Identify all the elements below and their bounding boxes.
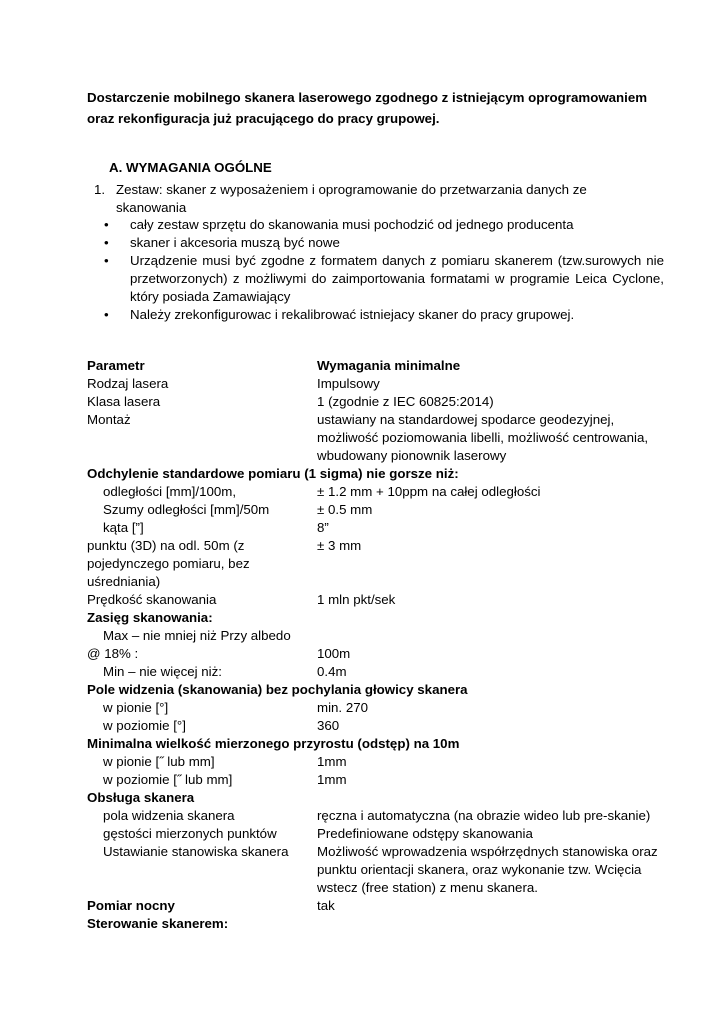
- table-header: [87, 357, 687, 375]
- table-row: odległości [mm]/100m, ± 1.2 mm + 10ppm na całej odległości: [103, 484, 541, 499]
- header-param: Parametr: [87, 358, 145, 373]
- table-row: punktu (3D) na odl. 50m (z pojedynczego pomiaru, bez uśredniania)± 3 mm: [87, 538, 362, 589]
- title-line-1: Dostarczenie mobilnego skanera laserowego zgodnego z istniejącym oprogramowaniem: [87, 90, 648, 105]
- table-row: Prędkość skanowania 1 mln pkt/sek: [87, 592, 396, 607]
- section-row-deviation: Odchylenie standardowe pomiaru (1 sigma) nie gorsze niż:: [87, 466, 459, 481]
- bullet-dot-icon: •: [104, 217, 109, 232]
- section-a-heading: A. WYMAGANIA OGÓLNE: [109, 160, 272, 175]
- table-row: kąta [”] 8”: [103, 520, 329, 535]
- table-row: Rodzaj lasera Impulsowy: [87, 376, 380, 391]
- table-row: Montaż ustawiany na standardowej spodarce geodezyjnej, możliwość poziomowania libelli, możliwość centrowania, wbudowany pionownik laserowy: [87, 412, 649, 463]
- table-row: gęstości mierzonych punktów Predefiniowane odstępy skanowania: [103, 826, 533, 841]
- table-row: Max – nie mniej niż Przy albedo @ 18% : 100m: [87, 628, 351, 661]
- table-row: w pionie [˝ lub mm] 1mm: [103, 754, 347, 769]
- section-row-operation: Obsługa skanera: [87, 790, 195, 805]
- table-row: Szumy odległości [mm]/50m ± 0.5 mm: [103, 502, 373, 517]
- bullet-item: • skaner i akcesoria muszą być nowe: [104, 235, 340, 250]
- requirements-bullet-list: [104, 216, 664, 324]
- spec-table: [87, 357, 687, 933]
- header-requirement: Wymagania minimalne: [317, 358, 461, 373]
- table-row: w poziomie [˝ lub mm] 1mm: [103, 772, 347, 787]
- bullet-item: • Urządzenie musi być zgodne z formatem danych z pomiaru skanerem (tzw.surowych nie przetworzonych) z możliwymi do zaimportowania formatami w programie Leica Cyclone, który posiada Zamawiający: [104, 253, 664, 304]
- section-row-increment: Minimalna wielkość mierzonego przyrostu (odstęp) na 10m: [87, 736, 460, 751]
- bullet-item: • cały zestaw sprzętu do skanowania musi pochodzić od jednego producenta: [104, 217, 574, 232]
- table-row: Min – nie więcej niż: 0.4m: [103, 664, 347, 679]
- item-text: Zestaw: skaner z wyposażeniem i oprogramowanie do przetwarzania danych ze skanowania: [116, 182, 587, 215]
- section-row-control: Sterowanie skanerem:: [87, 916, 229, 931]
- table-row: Pomiar nocny tak: [87, 898, 335, 913]
- table-row: Ustawianie stanowiska skanera Możliwość wprowadzenia współrzędnych stanowiska oraz punktu orientacji skanera, oraz wykonanie tzw. Wcięcia wstecz (free station) z menu skanera.: [103, 844, 658, 895]
- table-row: w pionie [°] min. 270: [103, 700, 368, 715]
- bullet-dot-icon: •: [104, 307, 109, 322]
- table-row: Klasa lasera 1 (zgodnie z IEC 60825:2014): [87, 394, 494, 409]
- bullet-dot-icon: •: [104, 253, 109, 268]
- title-line-2: oraz rekonfiguracja już pracującego do pracy grupowej.: [87, 111, 440, 126]
- bullet-dot-icon: •: [104, 235, 109, 250]
- section-row-range: Zasięg skanowania:: [87, 610, 213, 625]
- document-title: [87, 87, 687, 129]
- bullet-item: • Należy zrekonfigurowac i rekalibrować istniejacy skaner do pracy grupowej.: [104, 307, 575, 322]
- section-row-fov: Pole widzenia (skanowania) bez pochylania głowicy skanera: [87, 682, 468, 697]
- table-row: pola widzenia skanera ręczna i automatyczna (na obrazie wideo lub pre-skanie): [103, 808, 651, 823]
- table-row: w poziomie [°] 360: [103, 718, 340, 733]
- item-number: 1.: [94, 182, 106, 197]
